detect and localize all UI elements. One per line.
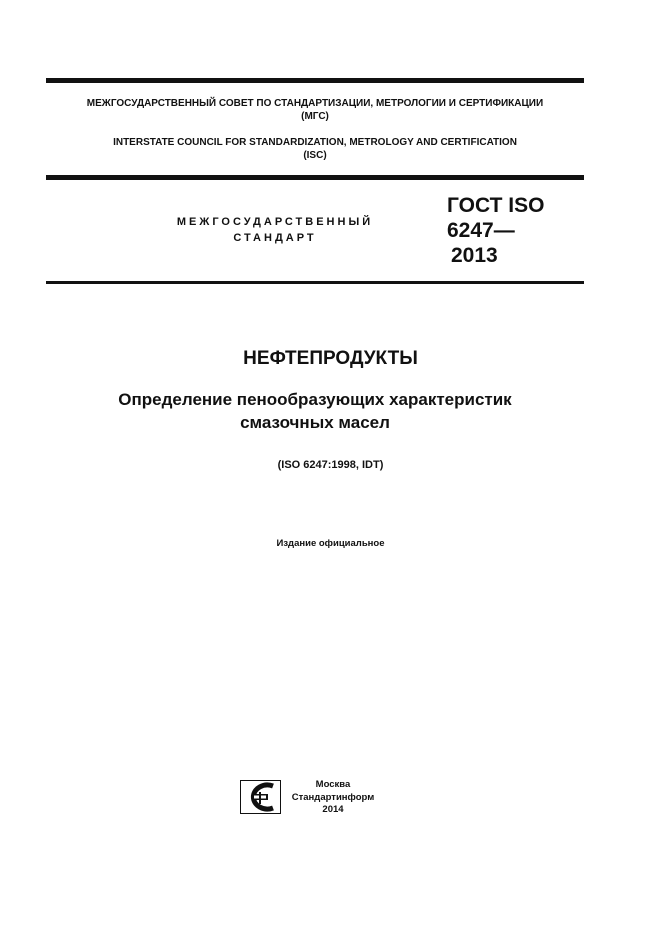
iso-reference: (ISO 6247:1998, IDT) xyxy=(277,459,384,471)
publisher-name: Стандартинформ xyxy=(291,791,375,803)
publisher-year: 2014 xyxy=(322,804,344,815)
bottom-rule xyxy=(46,281,584,284)
top-rule xyxy=(46,78,584,83)
council-ru-name: МЕЖГОСУДАРСТВЕННЫЙ СОВЕТ ПО СТАНДАРТИЗАЦИИ, МЕТРОЛОГИИ И СЕРТИФИКАЦИИ xyxy=(86,98,544,109)
council-name-russian xyxy=(46,97,584,123)
standard-type-line1: МЕЖГОСУДАРСТВЕННЫЙ xyxy=(176,216,374,228)
standard-type-line2: СТАНДАРТ xyxy=(233,232,317,244)
subtitle-line2: смазочных масел xyxy=(240,413,390,432)
standard-type-label xyxy=(150,214,400,246)
council-ru-abbr: (МГС) xyxy=(301,111,329,122)
middle-rule xyxy=(46,175,584,180)
council-en-name: INTERSTATE COUNCIL FOR STANDARDIZATION, METROLOGY AND CERTIFICATION xyxy=(113,137,517,148)
document-subtitle xyxy=(60,388,570,434)
standartinform-logo-icon xyxy=(240,780,281,814)
standard-designation xyxy=(447,193,544,268)
designation-line1: ГОСТ ISO xyxy=(447,194,545,217)
publisher-block xyxy=(288,779,378,817)
edition-note: Издание официальное xyxy=(276,538,385,549)
designation-year: 2013 xyxy=(451,244,498,267)
publisher-city: Москва xyxy=(315,779,351,790)
document-title: НЕФТЕПРОДУКТЫ xyxy=(243,348,418,369)
subtitle-line1: Определение пенообразующих характеристик xyxy=(118,390,512,409)
designation-line2: 6247— xyxy=(447,219,515,242)
council-en-abbr: (ISC) xyxy=(303,150,327,161)
council-name-english xyxy=(46,136,584,162)
